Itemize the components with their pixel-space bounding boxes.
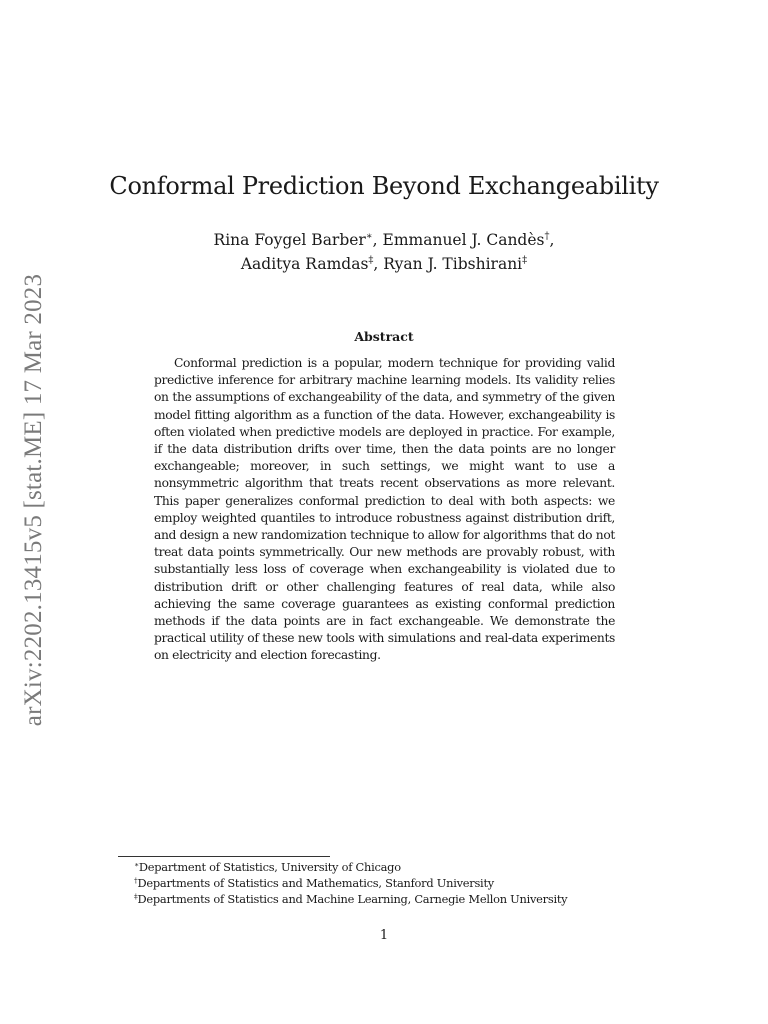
page-number: 1 [379,928,389,943]
footnote-affiliation [134,875,567,891]
footnotes [134,859,567,907]
abstract-text: Conformal prediction is a popular, modern technique for providing valid predictive inference for arbitrary machine learning models. Its validity relies on the assumptions of exchangeability of the data, and symmetry of the given model fitting algorithm as a function of the data. However, exchangeability is often violated when predictive models are deployed in practice. For example, if the data distribution drifts over time, then the data points are no longer exchangeable; moreover, in such settings, we might want to use a nonsymmetric algorithm that treats recent observations as more relevant. This paper generalizes conformal prediction to deal with both aspects: we employ weighted quantiles to introduce robustness against distribution drift, and design a new randomization technique to allow for algorithms that do not treat data points symmetrically. Our new methods are provably robust, with substantially less loss of coverage when exchangeability is violated due to distribution drift or other challenging features of real data, while also achieving the same coverage guarantees as existing conformal prediction methods if the data points are in fact exchangeable. We demonstrate the practical utility of these new tools with simulations and real-data experiments on electricity and election forecasting. [154,356,615,663]
author-affiliation-mark: ∗ [365,231,373,242]
author-affiliation-mark: † [544,231,550,242]
paper-title: Conformal Prediction Beyond Exchangeability [109,172,659,200]
author-name: Aaditya Ramdas [240,255,369,273]
author-separator: , [549,231,555,249]
author-name: Rina Foygel Barber [213,231,366,249]
author-list [0,228,768,276]
footnote-text: Departments of Statistics and Mathematics, Stanford University [137,876,494,890]
footnote-affiliation [134,859,567,875]
footnote-text: Department of Statistics, University of Chicago [138,860,401,874]
author-name: Emmanuel J. Candès [382,231,545,249]
footnote-mark: ∗ [134,860,139,869]
author-separator: , [372,231,383,249]
author-affiliation-mark: ‡ [522,255,528,266]
author-separator: , [373,255,384,273]
footnote-text: Departments of Statistics and Machine Learning, Carnegie Mellon University [137,892,568,906]
author-line-1 [0,228,768,252]
footnote-mark: ‡ [134,892,138,901]
author-line-2 [0,252,768,276]
author-affiliation-mark: ‡ [368,255,374,266]
footnote-affiliation [134,891,567,907]
author-name: Ryan J. Tibshirani [383,255,523,273]
footnote-divider [118,856,330,857]
footnote-mark: † [134,876,138,885]
arxiv-identifier-stamp: arXiv:2202.13415v5 [stat.ME] 17 Mar 2023 [20,273,47,727]
abstract-heading: Abstract [354,329,414,344]
